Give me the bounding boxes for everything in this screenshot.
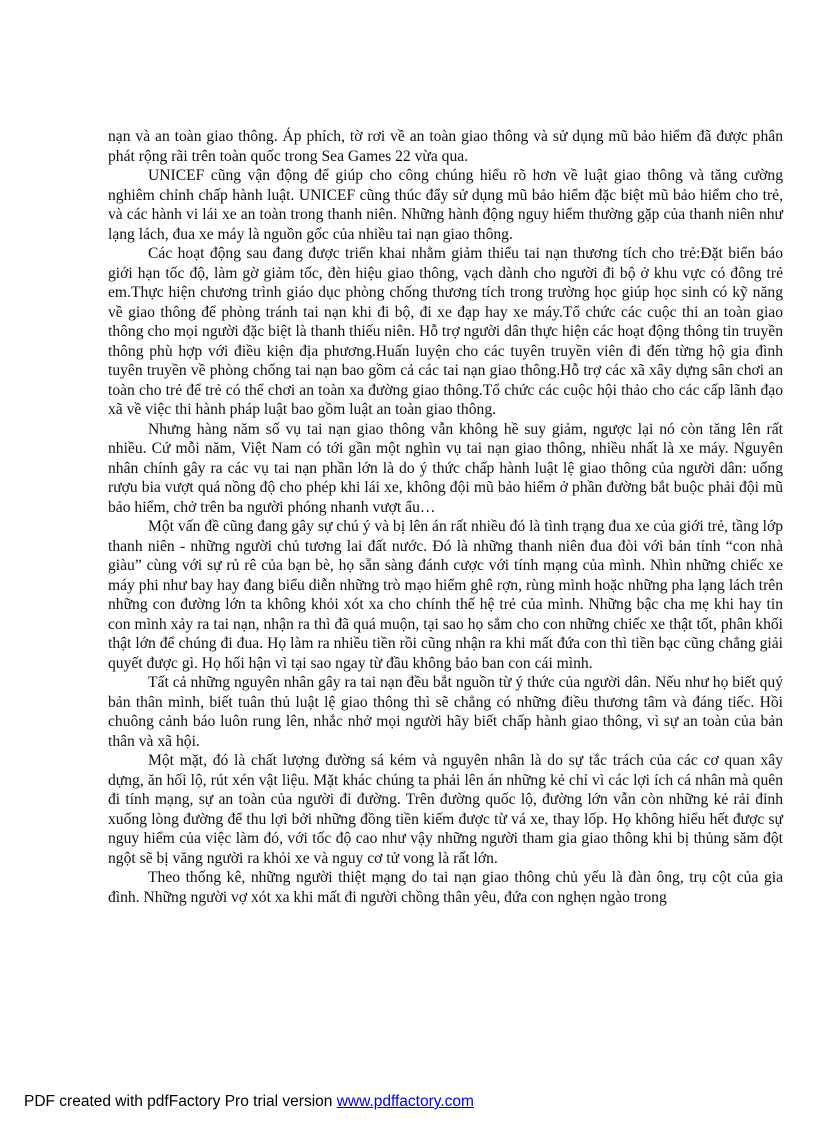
- paragraph-7: Một mặt, đó là chất lượng đường sá kém và nguyên nhân là do sự tắc trách của các cơ quan xây dựng, ăn hối lộ, rút xén vật liệu. Mặt khác chúng ta phải lên án những kẻ chỉ vì các lợi ích cá nhân mà quên đi tính mạng, sự an toàn của người đi đường. Trên đường quốc lộ, đường lớn vẫn còn những kẻ rải đinh xuống lòng đường để thu lợi bởi những đồng tiền kiếm được từ vá xe, thay lốp. Họ không hiểu hết được sự nguy hiểm của việc làm đó, với tốc độ cao như vậy những người tham gia giao thông khi bị thủng săm đột ngột sẽ bị văng người ra khỏi xe và nguy cơ tử vong là rất lớn.: [108, 752, 783, 867]
- footer-link[interactable]: www.pdffactory.com: [336, 1093, 474, 1110]
- pdf-footer: [24, 1093, 474, 1111]
- paragraph-4: Nhưng hàng năm số vụ tai nạn giao thông vẫn không hề suy giảm, ngược lại nó còn tăng lên rất nhiều. Cứ mỗi năm, Việt Nam có tới gần một nghìn vụ tai nạn giao thông, nhiều nhất là xe máy. Nguyên nhân chính gây ra các vụ tai nạn phần lớn là do ý thức chấp hành luật lệ giao thông của người dân: uống rượu bia vượt quá nồng độ cho phép khi lái xe, không đội mũ bảo hiểm ở phần đường bắt buộc phải đội mũ bảo hiểm, chở trên ba người phóng nhanh vượt ẩu…: [108, 420, 783, 516]
- footer-text: PDF created with pdfFactory Pro trial version: [24, 1093, 337, 1110]
- paragraph-3: Các hoạt động sau đang được triển khai nhằm giảm thiểu tai nạn thương tích cho trẻ:Đặt biển báo giới hạn tốc độ, làm gờ giảm tốc, đèn hiệu giao thông, vạch dành cho người đi bộ ở khu vực có đông trẻ em.Thực hiện chương trình giáo dục phòng chống thương tích trong trường học giúp học sinh có kỹ năng về giao thông để phòng tránh tai nạn khi đi bộ, đi xe đạp hay xe máy.Tổ chức các cuộc thi an toàn giao thông cho mọi người đặc biệt là thanh thiếu niên. Hỗ trợ người dân thực hiện các hoạt động thông tin truyền thông phù hợp với điều kiện địa phương.Huấn luyện cho các tuyên truyền viên đi đến từng hộ gia đình tuyên truyền về phòng chống tai nạn bao gồm cả các tai nạn giao thông.Hỗ trợ các xã xây dựng sân chơi an toàn cho trẻ để trẻ có thể chơi an toàn xa đường giao thông.Tổ chức các cuộc hội thảo cho các cấp lãnh đạo xã về việc thi hành pháp luật bao gồm luật an toàn giao thông.: [108, 245, 783, 418]
- document-body: [108, 127, 783, 907]
- paragraph-5: Một vấn đề cũng đang gây sự chú ý và bị lên án rất nhiều đó là tình trạng đua xe của giới trẻ, tầng lớp thanh niên - những người chủ tương lai đất nước. Đó là những thanh niên đua đòi với bản tính “con nhà giàu” cùng với sự rủ rê của bạn bè, họ sẵn sàng đánh cược với tính mạng của mình. Nhìn những chiếc xe máy phi như bay hay đang biểu diễn những trò mạo hiểm ghê rợn, rùng mình hoặc những pha lạng lách trên những con đường lớn ta không khỏi xót xa cho chính thế hệ trẻ của mình. Những bậc cha mẹ khi hay tin con mình xảy ra tai nạn, nhận ra thì đã quá muộn, tại sao họ sắm cho con những chiếc xe thật tốt, phân khối thật lớn để chúng đi đua. Họ làm ra nhiều tiền rồi cũng nhận ra khi mất đứa con thì tiền bạc cũng chẳng giải quyết được gì. Họ hối hận vì tại sao ngay từ đầu không bảo ban con cái mình.: [108, 518, 783, 672]
- paragraph-2: UNICEF cũng vận động để giúp cho công chúng hiểu rõ hơn về luật giao thông và tăng cường nghiêm chỉnh chấp hành luật. UNICEF cũng thúc đẩy sử dụng mũ bảo hiểm đặc biệt mũ bảo hiểm cho trẻ, và các hành vi lái xe an toàn trong thanh niên. Những hành động nguy hiểm thường gặp của thanh niên như lạng lách, đua xe máy là nguồn gốc của nhiều tai nạn giao thông.: [108, 167, 783, 243]
- paragraph-8: Theo thống kê, những người thiệt mạng do tai nạn giao thông chủ yếu là đàn ông, trụ cột của gia đình. Những người vợ xót xa khi mất đi người chồng thân yêu, đứa con nghẹn ngào trong: [108, 869, 783, 906]
- paragraph-6: Tất cả những nguyên nhân gây ra tai nạn đều bắt nguồn từ ý thức của người dân. Nếu như họ biết quý bản thân mình, biết tuân thủ luật lệ giao thông thì sẽ chẳng có những điều thương tâm và đáng tiếc. Hồi chuông cảnh báo luôn rung lên, nhắc nhở mọi người hãy biết chấp hành giao thông, vì sự an toàn của bản thân và xã hội.: [108, 674, 783, 750]
- paragraph-1: nạn và an toàn giao thông. Áp phích, tờ rơi về an toàn giao thông và sử dụng mũ bảo hiểm đã được phân phát rộng rãi trên toàn quốc trong Sea Games 22 vừa qua.: [108, 128, 783, 165]
